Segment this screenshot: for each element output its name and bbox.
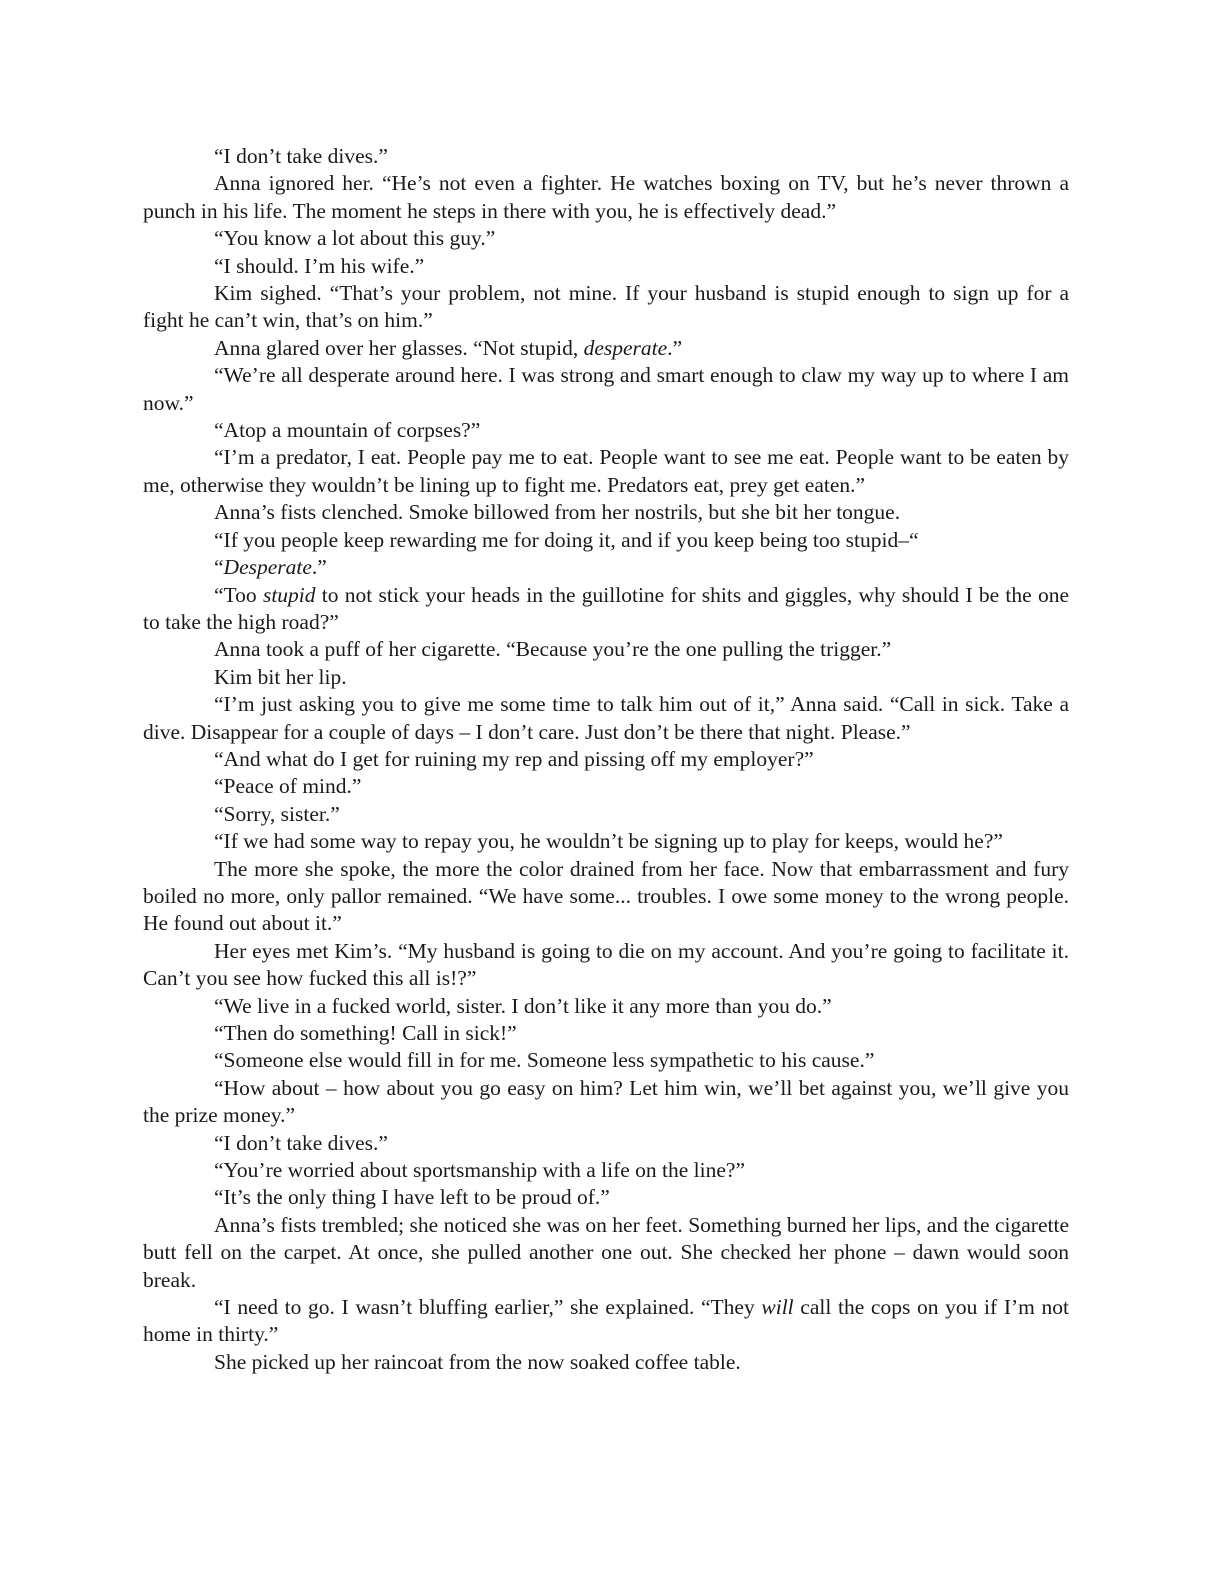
paragraph-16: “I’m just asking you to give me some time to talk him out of it,” Anna said. “Call in sick. Take a dive. Disappear for a couple of days – I don’t care. Just don’t be there that night. Please.”: [143, 692, 1069, 744]
paragraph-30: Anna’s fists trembled; she noticed she was on her feet. Something burned her lips, and the cigarette butt fell on the carpet. At once, she pulled another one out. She checked her phone – dawn would soon break.: [143, 1212, 1069, 1292]
paragraph-21: The more she spoke, the more the color drained from her face. Now that embarrassment and fury boiled no more, only pallor remained. “We have some... troubles. I owe some money to the wrong people. He found out about it.”: [143, 856, 1069, 936]
paragraph-31: “I need to go. I wasn’t bluffing earlier,” she explained. “They will call the cops on you if I’m not home in thirty.”: [143, 1295, 1070, 1347]
emphasis: desperate: [583, 335, 668, 360]
paragraph-2: Anna ignored her. “He’s not even a fighter. He watches boxing on TV, but he’s never thrown a punch in his life. The moment he steps in there with you, he is effectively dead.”: [143, 171, 1069, 223]
paragraph-32: She picked up her raincoat from the now soaked coffee table.: [214, 1349, 741, 1374]
paragraph-5: Kim sighed. “That’s your problem, not mine. If your husband is stupid enough to sign up for a fight he can’t win, that’s on him.”: [143, 281, 1069, 333]
paragraph-27: “I don’t take dives.”: [214, 1130, 388, 1155]
paragraph-18: “Peace of mind.”: [214, 774, 362, 799]
paragraph-12: “Desperate.”: [214, 555, 327, 580]
document-page: [143, 143, 1069, 1376]
paragraph-15: Kim bit her lip.: [214, 664, 347, 689]
paragraph-17: “And what do I get for ruining my rep and pissing off my employer?”: [214, 746, 814, 771]
paragraph-13: “Too stupid to not stick your heads in the guillotine for shits and giggles, why should I be the one to take the high road?”: [143, 582, 1069, 634]
emphasis: will: [761, 1295, 794, 1320]
paragraph-4: “I should. I’m his wife.”: [214, 253, 425, 278]
paragraph-1: “I don’t take dives.”: [214, 144, 388, 168]
paragraph-7: “We’re all desperate around here. I was strong and smart enough to claw my way up to where I am now.”: [143, 363, 1069, 415]
paragraph-11: “If you people keep rewarding me for doing it, and if you keep being too stupid–“: [214, 527, 919, 552]
paragraph-14: Anna took a puff of her cigarette. “Because you’re the one pulling the trigger.”: [214, 637, 892, 662]
emphasis: Desperate: [223, 555, 312, 580]
paragraph-26: “How about – how about you go easy on him? Let him win, we’ll bet against you, we’ll give you the prize money.”: [143, 1075, 1069, 1128]
emphasis: stupid: [262, 582, 316, 607]
paragraph-20: “If we had some way to repay you, he wouldn’t be signing up to play for keeps, would he?”: [214, 829, 1003, 854]
paragraph-24: “Then do something! Call in sick!”: [214, 1021, 517, 1045]
paragraph-10: Anna’s fists clenched. Smoke billowed from her nostrils, but she bit her tongue.: [214, 500, 901, 525]
paragraph-6: Anna glared over her glasses. “Not stupid, desperate.”: [214, 335, 683, 360]
paragraph-9: “I’m a predator, I eat. People pay me to eat. People want to see me eat. People want to be eaten by me, otherwise they wouldn’t be lining up to fight me. Predators eat, prey get eaten.”: [143, 445, 1069, 497]
paragraph-25: “Someone else would fill in for me. Someone less sympathetic to his cause.”: [214, 1048, 875, 1073]
paragraph-23: “We live in a fucked world, sister. I don’t like it any more than you do.”: [214, 993, 832, 1018]
paragraph-22: Her eyes met Kim’s. “My husband is going to die on my account. And you’re going to facilitate it. Can’t you see how fucked this all is!?”: [143, 938, 1069, 991]
paragraph-8: “Atop a mountain of corpses?”: [214, 418, 481, 443]
paragraph-19: “Sorry, sister.”: [214, 801, 340, 826]
paragraph-3: “You know a lot about this guy.”: [214, 226, 496, 251]
paragraph-28: “You’re worried about sportsmanship with a life on the line?”: [214, 1158, 746, 1183]
paragraph-29: “It’s the only thing I have left to be proud of.”: [214, 1185, 610, 1210]
